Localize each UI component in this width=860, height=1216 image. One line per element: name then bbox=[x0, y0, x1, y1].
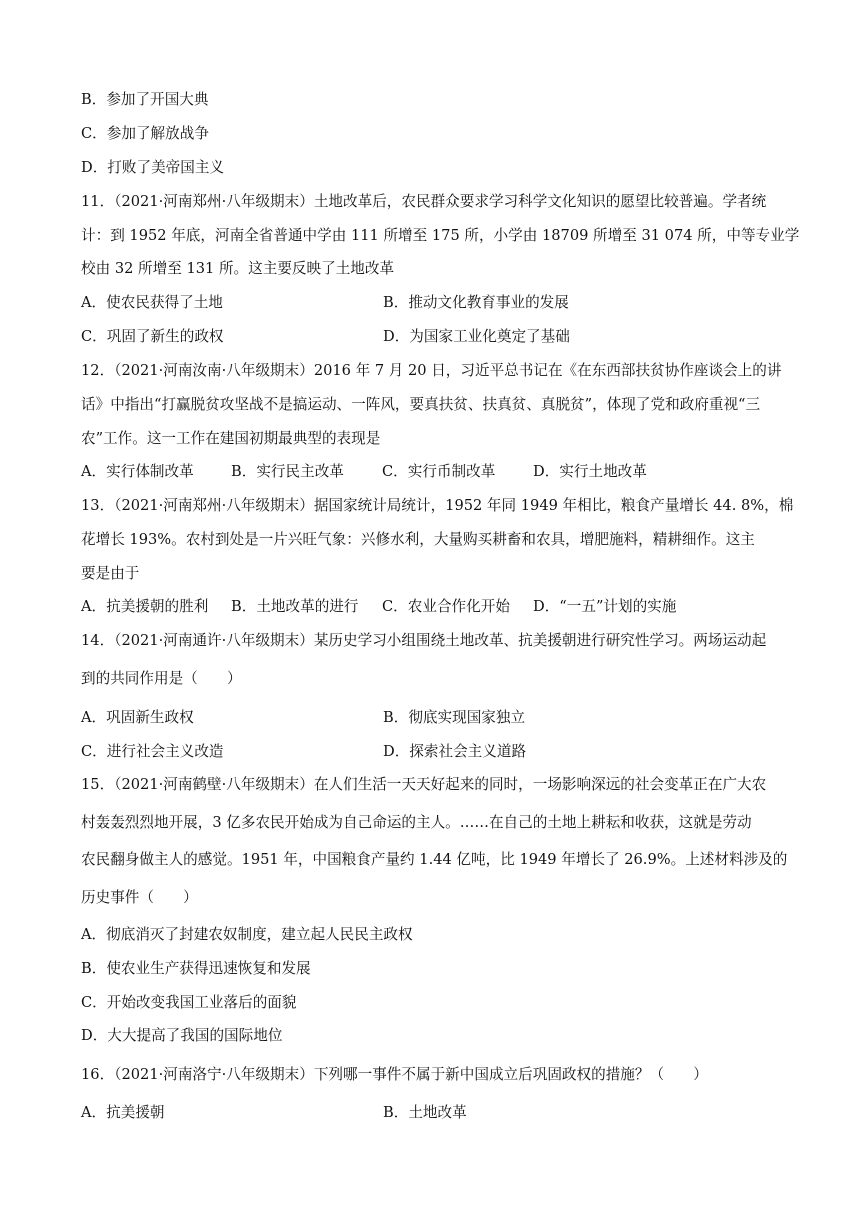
q16-stem-line-1: 16．（2021·河南洛宁·八年级期末）下列哪一事件不属于新中国成立后巩固政权的措施？（ ） bbox=[81, 1066, 708, 1083]
q13-stem-line-2: 花增长 193%。农村到处是一片兴旺气象：兴修水利，大量购买耕畜和农具，增肥施料，精耕细作。这主 bbox=[81, 531, 755, 548]
q13-option-d: D．“一五”计划的实施 bbox=[533, 598, 677, 615]
q15-option-c: C．开始改变我国工业落后的面貌 bbox=[81, 994, 297, 1011]
q11-option-d: D．为国家工业化奠定了基础 bbox=[383, 328, 570, 345]
q13-option-c: C．农业合作化开始 bbox=[382, 598, 510, 615]
q12-option-b: B．实行民主改革 bbox=[231, 463, 344, 480]
q12-stem-line-3: 农”工作。这一工作在建国初期最典型的表现是 bbox=[81, 430, 381, 447]
q15-option-d: D．大大提高了我国的国际地位 bbox=[81, 1027, 283, 1044]
q15-stem-line-1: 15．（2021·河南鹤壁·八年级期末）在人们生活一天天好起来的同时，一场影响深远的社会变革正在广大农 bbox=[81, 776, 767, 793]
q15-stem-line-2: 村轰轰烈烈地开展，3 亿多农民开始成为自己命运的主人。……在自己的土地上耕耘和收获，这就是劳动 bbox=[81, 814, 752, 831]
q12-option-a: A．实行体制改革 bbox=[81, 463, 194, 480]
q12-stem-line-1: 12．（2021·河南汝南·八年级期末）2016 年 7 月 20 日，习近平总书记在《在东西部扶贫协作座谈会上的讲 bbox=[81, 362, 782, 379]
q14-stem-line-2: 到的共同作用是（ ） bbox=[81, 670, 242, 687]
q15-stem-line-3: 农民翻身做主人的感觉。1951 年，中国粮食产量约 1.44 亿吨，比 1949 年增长了 26.9%。上述材料涉及的 bbox=[81, 851, 788, 868]
q15-stem-line-4: 历史事件（ ） bbox=[81, 889, 198, 906]
q15-option-a: A．彻底消灭了封建农奴制度，建立起人民民主政权 bbox=[81, 926, 413, 943]
q13-stem-line-3: 要是由于 bbox=[81, 565, 140, 582]
q15-option-b: B．使农业生产获得迅速恢复和发展 bbox=[81, 960, 311, 977]
q10-option-d: D．打败了美帝国主义 bbox=[81, 159, 225, 176]
q16-option-a: A．抗美援朝 bbox=[81, 1104, 165, 1121]
q11-option-c: C．巩固了新生的政权 bbox=[81, 328, 224, 345]
q13-option-a: A．抗美援朝的胜利 bbox=[81, 598, 209, 615]
q14-stem-line-1: 14．（2021·河南通许·八年级期末）某历史学习小组围绕土地改革、抗美援朝进行研究性学习。两场运动起 bbox=[81, 632, 767, 649]
q10-option-b: B．参加了开国大典 bbox=[81, 91, 209, 108]
q11-stem-line-1: 11．（2021·河南郑州·八年级期末）土地改革后，农民群众要求学习科学文化知识的愿望比较普遍。学者统 bbox=[81, 193, 767, 210]
q10-option-c: C．参加了解放战争 bbox=[81, 125, 209, 142]
q12-option-d: D．实行土地改革 bbox=[533, 463, 647, 480]
q14-option-a: A．巩固新生政权 bbox=[81, 709, 194, 726]
q12-option-c: C．实行币制改革 bbox=[382, 463, 496, 480]
q16-option-b: B．土地改革 bbox=[383, 1104, 467, 1121]
q12-stem-line-2: 话》中指出“打赢脱贫攻坚战不是搞运动、一阵风，要真扶贫、扶真贫、真脱贫”，体现了党和政府重视“三 bbox=[81, 396, 761, 413]
q13-stem-line-1: 13．（2021·河南郑州·八年级期末）据国家统计局统计，1952 年同 1949 年相比，粮食产量增长 44. 8%，棉 bbox=[81, 497, 794, 514]
q14-option-d: D．探索社会主义道路 bbox=[383, 743, 527, 760]
q14-option-b: B．彻底实现国家独立 bbox=[383, 709, 526, 726]
q13-option-b: B．土地改革的进行 bbox=[231, 598, 359, 615]
q11-stem-line-2: 计：到 1952 年底，河南全省普通中学由 111 所增至 175 所，小学由 18709 所增至 31 074 所，中等专业学 bbox=[81, 227, 800, 244]
q11-option-b: B．推动文化教育事业的发展 bbox=[383, 294, 569, 311]
q11-stem-line-3: 校由 32 所增至 131 所。这主要反映了土地改革 bbox=[81, 260, 395, 277]
q11-option-a: A．使农民获得了土地 bbox=[81, 294, 223, 311]
q14-option-c: C．进行社会主义改造 bbox=[81, 743, 224, 760]
